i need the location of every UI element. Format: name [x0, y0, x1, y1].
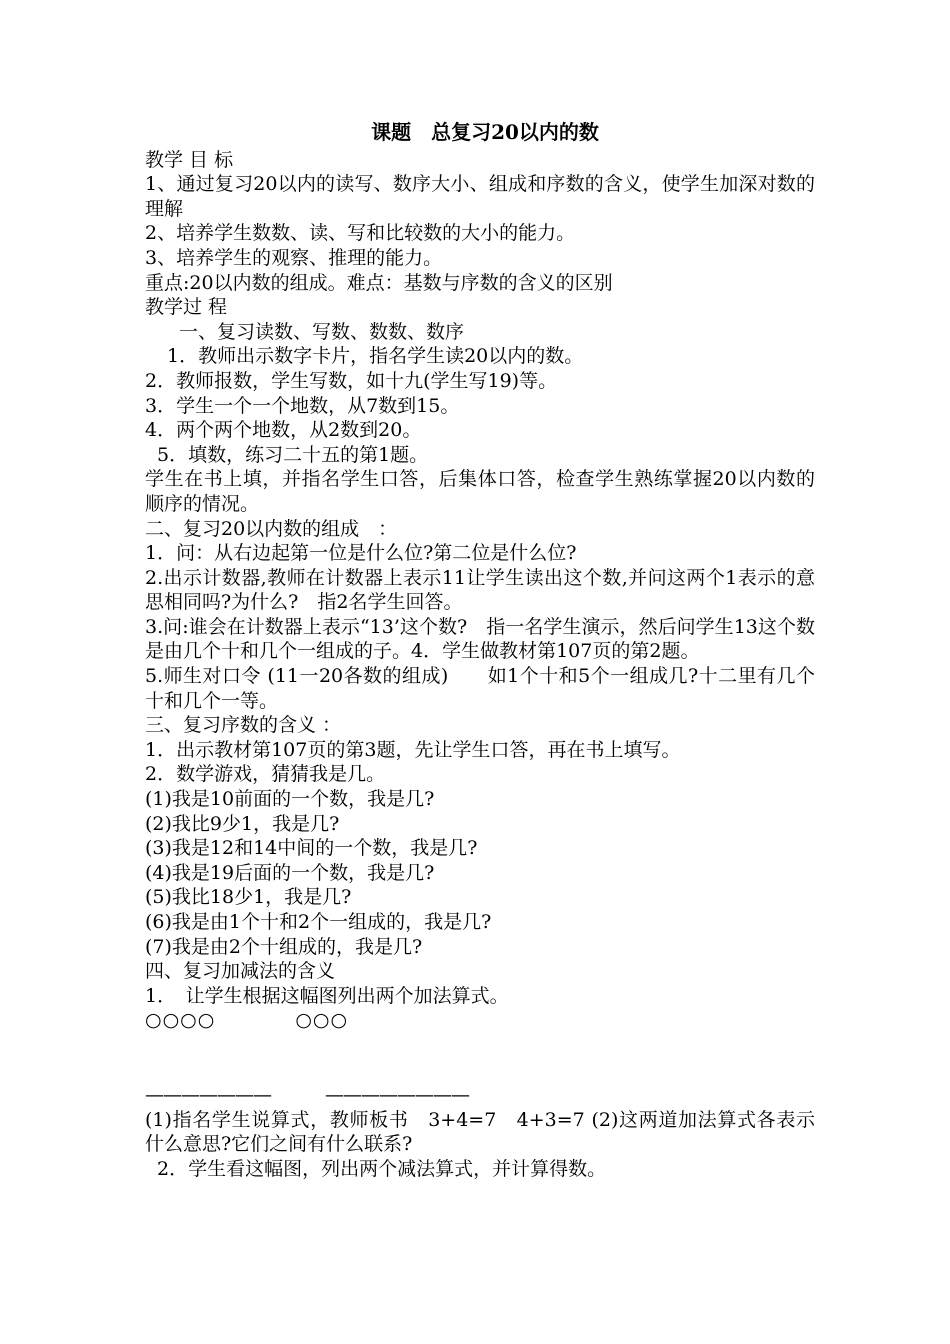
objective-2: 2、培养学生数数、读、写和比较数的大小的能力。: [145, 222, 576, 245]
part-3-step-1: 1．出示教材第107页的第3题，先让学生口答，再在书上填写。: [145, 738, 681, 761]
riddle-5: (5)我比18少1，我是几?: [145, 886, 352, 909]
part-2-step-2: 2.出示计数器,教师在计数器上表示11让学生读出这个数,并问这两个1表示的意思相同吗?为什么? 指2名学生回答。: [145, 566, 815, 614]
blank-space: [145, 1033, 815, 1083]
part-4-step-2: 2．学生看这幅图，列出两个减法算式，并计算得数。: [157, 1157, 607, 1180]
circle-diagram: ○○○○ ○○○: [145, 1009, 349, 1032]
riddle-1: (1)我是10前面的一个数，我是几?: [145, 788, 435, 811]
riddle-4: (4)我是19后面的一个数，我是几?: [145, 861, 435, 884]
part-4-substep-1: (1)指名学生说算式，教师板书 3+4=7 4+3=7 (2)这两道加法算式各表示什么意思?它们之间有什么联系?: [145, 1108, 815, 1156]
part-4-step-1: 1． 让学生根据这幅图列出两个加法算式。: [145, 984, 509, 1007]
part-1-step-5: 5．填数，练习二十五的第1题。: [157, 443, 429, 466]
part-1-step-4: 4．两个两个地数，从2数到20。: [145, 419, 422, 442]
part-1-step-3: 3．学生一个一个地数，从7数到15。: [145, 394, 460, 417]
document-page: [145, 120, 815, 1181]
part-2-step-5: 5.师生对口令 (11一20各数的组成) 如1个十和5个一组成几?十二里有几个十和几个一等。: [145, 665, 815, 712]
riddle-7: (7)我是由2个十组成的，我是几?: [145, 935, 423, 958]
part-2-heading: 二、复习20以内数的组成 ：: [145, 517, 398, 540]
riddle-6: (6)我是由1个十和2个一组成的，我是几?: [145, 911, 492, 933]
part-1-note: 学生在书上填，并指名学生口答，后集体口答，检查学生熟练掌握20以内数的顺序的情况。: [145, 468, 815, 515]
section-heading-process: 教学过 程: [145, 296, 228, 319]
riddle-3: (3)我是12和14中间的一个数，我是几?: [145, 837, 478, 860]
part-2-step-3: 3.问:谁会在计数器上表示“13’这个数? 指一名学生演示，然后问学生13这个数是由几个十和几个一组成的子。4．学生做教材第107页的第2题。: [145, 615, 815, 663]
part-1-step-2: 2．教师报数，学生写数，如十九(学生写19)等。: [145, 369, 558, 392]
part-3-step-2: 2．数学游戏，猜猜我是几。: [145, 763, 386, 786]
part-3-heading: 三、复习序数的含义 ：: [145, 714, 342, 737]
riddle-2: (2)我比9少1，我是几?: [145, 812, 340, 835]
part-4-heading: 四、复习加减法的含义: [145, 960, 336, 983]
answer-lines: ——————— ————————: [145, 1083, 470, 1106]
objective-1: 1、通过复习20以内的读写、数序大小、组成和序数的含义，使学生加深对数的理解: [145, 173, 815, 220]
section-heading-objectives: 教学 目 标: [145, 148, 234, 171]
part-1-step-1: 1．教师出示数字卡片，指名学生读20以内的数。: [167, 345, 584, 368]
part-2-step-1: 1．问：从右边起第一位是什么位?第二位是什么位?: [145, 542, 577, 565]
objective-3: 3、培养学生的观察、推理的能力。: [145, 246, 443, 269]
key-points: 重点:20以内数的组成。难点：基数与序数的含义的区别: [145, 271, 613, 294]
document-title: 课题 总复习20以内的数: [371, 120, 599, 144]
part-1-heading: 一、复习读数、写数、数数、数序: [179, 320, 465, 343]
